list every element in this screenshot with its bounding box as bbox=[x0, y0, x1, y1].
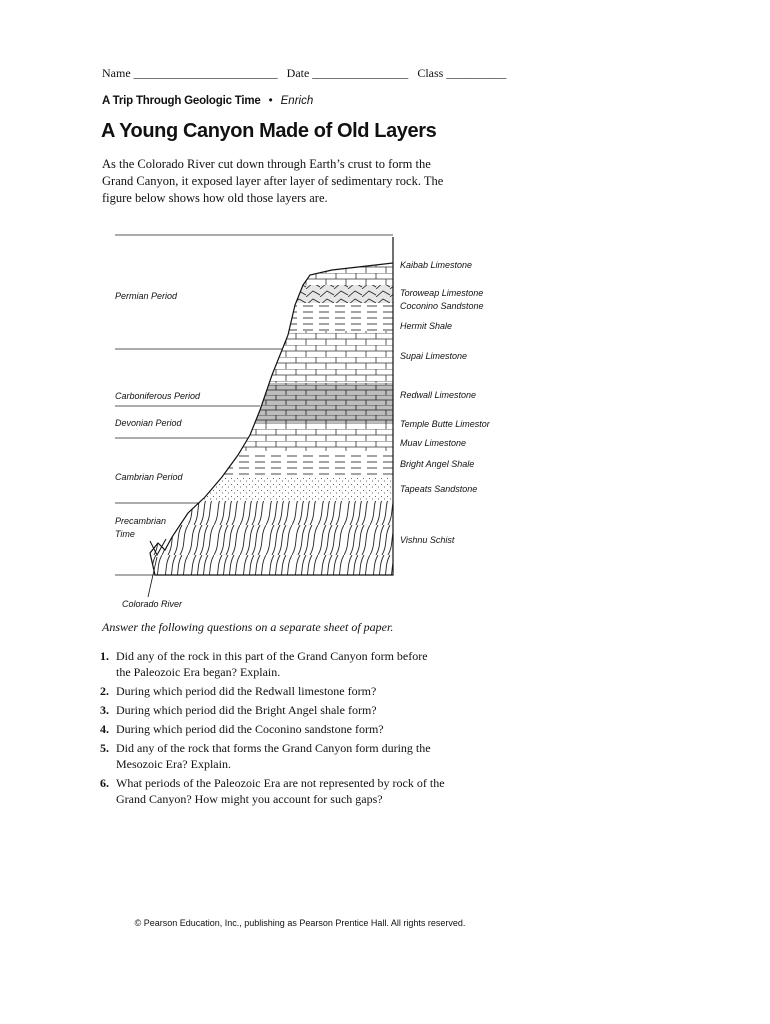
question-text: Did any of the rock that forms the Grand Canyon form during the Mesozoic Era? Explain. bbox=[116, 741, 431, 771]
period-label-permian: Permian Period bbox=[115, 291, 178, 301]
hermit-shale-layer bbox=[110, 303, 393, 331]
river-label: Colorado River bbox=[122, 599, 183, 609]
layer-label-vishnu: Vishnu Schist bbox=[400, 535, 455, 545]
unit-subtitle bbox=[102, 95, 313, 107]
class-field: Class __________ bbox=[417, 66, 507, 80]
header-fields bbox=[102, 66, 512, 81]
layer-label-tapeats: Tapeats Sandstone bbox=[400, 484, 478, 494]
instructions: Answer the following questions on a separate sheet of paper. bbox=[102, 620, 394, 634]
layer-label-kaibab: Kaibab Limestone bbox=[400, 260, 473, 270]
kaibab-layer bbox=[110, 225, 393, 285]
question-text: Did any of the rock in this part of the Grand Canyon form before the Paleozoic Era began? Explain. bbox=[116, 649, 428, 679]
layer-label-coconino: Coconino Sandstone bbox=[400, 301, 484, 311]
question-item bbox=[100, 683, 445, 699]
layer-label-hermit: Hermit Shale bbox=[400, 321, 453, 331]
grand-canyon-figure bbox=[110, 225, 490, 622]
question-number: 1. bbox=[100, 649, 109, 663]
layer-label-supai: Supai Limestone bbox=[400, 351, 468, 361]
question-text: During which period did the Coconino sandstone form? bbox=[116, 722, 384, 736]
layer-label-bright-angel: Bright Angel Shale bbox=[400, 459, 475, 469]
period-label-carboniferous: Carboniferous Period bbox=[115, 391, 201, 401]
bullet-separator: • bbox=[268, 95, 273, 107]
intro-paragraph: As the Colorado River cut down through Earth’s crust to form the Grand Canyon, it exposed layer after layer of sedimentary rock. The figure below shows how old those layers are. bbox=[102, 157, 444, 205]
unit-name: A Trip Through Geologic Time bbox=[102, 95, 261, 107]
period-label-time: Time bbox=[115, 529, 135, 539]
question-item bbox=[100, 775, 445, 807]
period-label-precambrian: Precambrian bbox=[115, 516, 167, 526]
layer-label-muav: Muav Limestone bbox=[400, 438, 467, 448]
question-text: What periods of the Paleozoic Era are not represented by rock of the Grand Canyon? How might you account for such gaps? bbox=[116, 776, 445, 806]
redwall-layer bbox=[110, 383, 393, 423]
question-list bbox=[100, 648, 445, 810]
period-label-cambrian: Cambrian Period bbox=[115, 472, 183, 482]
question-item bbox=[100, 721, 445, 737]
question-number: 4. bbox=[100, 722, 109, 736]
question-number: 2. bbox=[100, 684, 109, 698]
layer-label-redwall: Redwall Limestone bbox=[400, 390, 477, 400]
period-label-devonian: Devonian Period bbox=[115, 418, 182, 428]
layer-label-temple-butte: Temple Butte Limestone bbox=[400, 419, 490, 429]
question-item bbox=[100, 740, 445, 772]
page-title: A Young Canyon Made of Old Layers bbox=[101, 120, 437, 142]
name-field: Name ________________________ bbox=[102, 66, 278, 80]
question-number: 5. bbox=[100, 741, 109, 755]
layer-label-toroweap: Toroweap Limestone bbox=[400, 288, 484, 298]
copyright-footer: © Pearson Education, Inc., publishing as Pearson Prentice Hall. All rights reserved. bbox=[134, 918, 466, 928]
question-text: During which period did the Redwall limestone form? bbox=[116, 684, 377, 698]
date-field: Date ________________ bbox=[286, 66, 409, 80]
vishnu-schist-layer bbox=[110, 501, 393, 581]
supai-layer bbox=[110, 331, 393, 383]
question-text: During which period did the Bright Angel shale form? bbox=[116, 703, 377, 717]
question-item bbox=[100, 702, 445, 718]
question-number: 3. bbox=[100, 703, 109, 717]
question-number: 6. bbox=[100, 776, 109, 790]
worksheet-type: Enrich bbox=[280, 95, 314, 107]
canyon-cross-section-diagram bbox=[110, 225, 490, 617]
rock-layers bbox=[110, 225, 393, 581]
question-item bbox=[100, 648, 445, 680]
